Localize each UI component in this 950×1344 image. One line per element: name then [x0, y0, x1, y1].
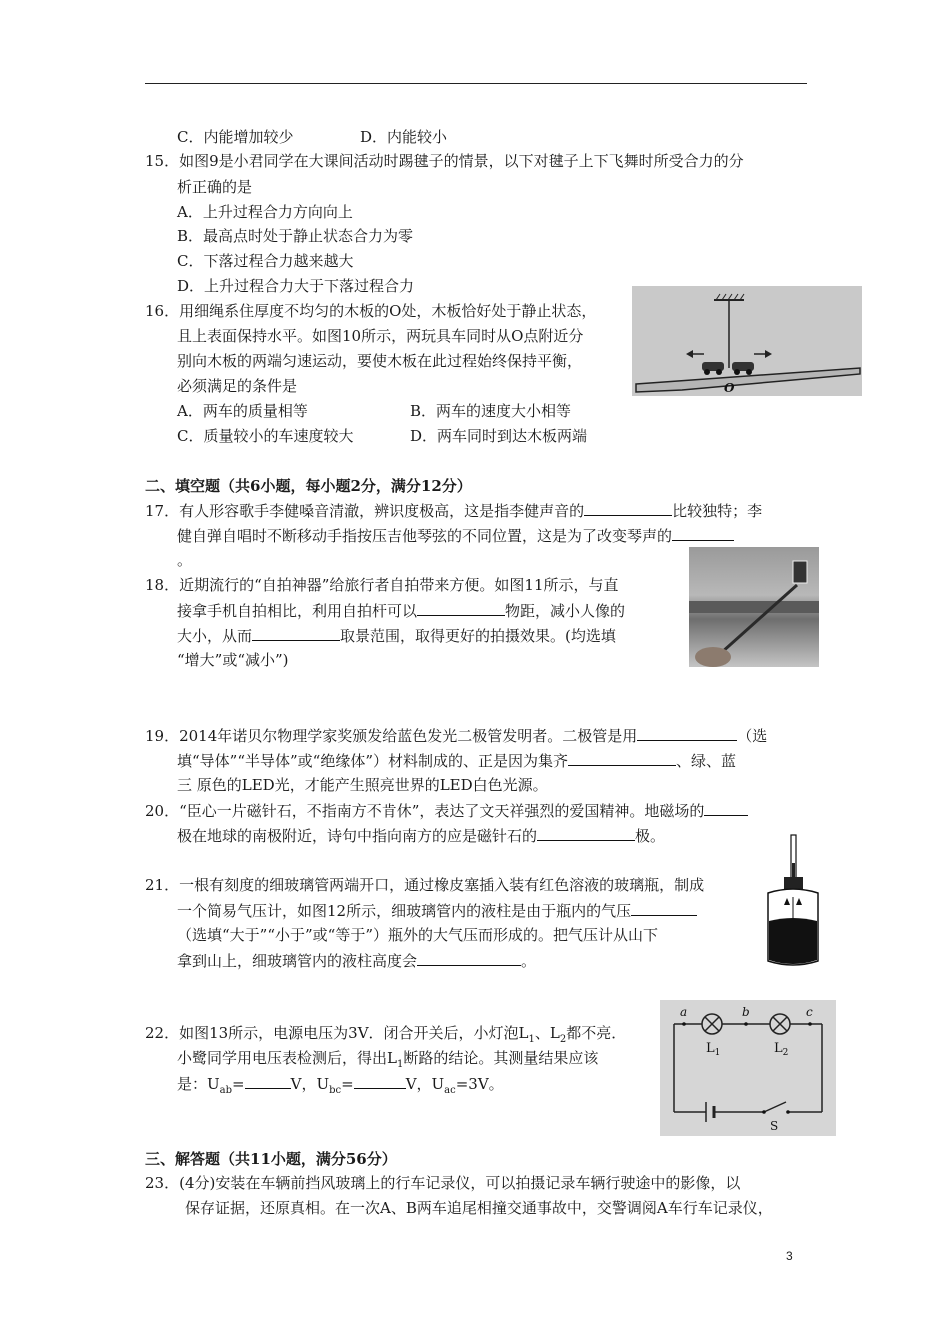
q15-stem-line1: 15．如图9是小君同学在大课间活动时踢毽子的情景，以下对毽子上下飞舞时所受合力的分 — [145, 152, 744, 170]
q15-option-c: C．下落过程合力越来越大 — [177, 252, 354, 270]
q16-option-d: D．两车同时到达木板两端 — [410, 427, 588, 445]
q16-option-a: A．两车的质量相等 — [177, 402, 308, 420]
q21-blank-2[interactable] — [417, 950, 521, 966]
q18-line2: 接拿手机自拍相比，利用自拍杆可以 物距，减小人像的 — [177, 602, 626, 620]
figure-13-label-l1-sub: 1 — [714, 1048, 721, 1058]
figure-13-label-l2-sub: 2 — [782, 1048, 789, 1058]
section-2-heading: 二、填空题（共6小题，每小题2分，满分12分） — [145, 477, 472, 495]
q20-blank-2[interactable] — [537, 825, 635, 841]
q15-option-a: A．上升过程合力方向向上 — [177, 203, 353, 221]
q16-stem-line3: 别向木板的两端匀速运动，要使木板在此过程始终保持平衡， — [177, 352, 583, 370]
page-number: 3 — [786, 1249, 793, 1263]
q21-line1: 21．一根有刻度的细玻璃管两端开口，通过橡皮塞插入装有红色溶液的玻璃瓶，制成 — [145, 876, 705, 894]
q15-stem-line2: 析正确的是 — [177, 178, 253, 196]
figure-13-label-s: S — [770, 1119, 779, 1133]
svg-text:L1 — [706, 1041, 720, 1058]
figure-13-label-a: a — [680, 1005, 688, 1019]
q23-line1: 23．(4分)安装在车辆前挡风玻璃上的行车记录仪，可以拍摄记录车辆行驶途中的影像，以 — [145, 1174, 741, 1192]
svg-text:L2 — [774, 1041, 788, 1058]
q18-line4: “增大”或“减小”) — [177, 651, 289, 669]
q16-stem-line1: 16．用细绳系住厚度不均匀的木板的O处，木板恰好处于静止状态， — [145, 302, 597, 320]
q21-blank-1[interactable] — [631, 900, 697, 916]
q18-line3: 大小，从而 取景范围，取得更好的拍摄效果。(均选填 — [177, 627, 616, 645]
q16-option-b: B．两车的速度大小相等 — [410, 402, 572, 420]
q22-line3: 是：$U_{ab}= V$，$U_{bc}= V$，$U_{ac}=3V$。 — [177, 1075, 504, 1096]
figure-10-label-o: O — [724, 381, 735, 395]
q19-blank-1[interactable] — [637, 725, 737, 741]
q18-line1: 18．近期流行的“自拍神器”给旅行者自拍带来方便。如图11所示，与直 — [145, 576, 619, 594]
q19-line1: 19．2014年诺贝尔物理学家奖颁发给蓝色发光二极管发明者。二极管是用 （选 — [145, 727, 768, 745]
q18-blank-1[interactable] — [417, 600, 505, 616]
figure-13-label-l1: L — [706, 1041, 715, 1056]
q20-line1: 20．“臣心一片磁针石，不指南方不肯休”，表达了文天祥强烈的爱国精神。地磁场的 — [145, 800, 748, 821]
q22-blank-uab[interactable] — [245, 1073, 291, 1089]
q17-line1: 17．有人形容歌手李健嗓音清澈，辨识度极高，这是指李健声音的 比较独特；李 — [145, 502, 763, 520]
section-3-heading: 三、解答题（共11小题，满分56分） — [145, 1150, 397, 1168]
q18-blank-2[interactable] — [252, 625, 340, 641]
q19-blank-2[interactable] — [568, 750, 676, 766]
header-rule — [145, 83, 807, 84]
figure-10-board — [632, 286, 862, 396]
q17-line3: 。 — [177, 551, 193, 569]
q19-line2: 填“导体”“半导体”或“绝缘体”）材料制成的、正是因为集齐 、绿、蓝 — [177, 752, 737, 770]
q16-option-c: C．质量较小的车速度较大 — [177, 427, 354, 445]
figure-13-label-b: b — [742, 1005, 750, 1019]
figure-13-circuit — [660, 1000, 836, 1136]
q20-line2: 极在地球的南极附近，诗句中指向南方的应是磁针石的 极。 — [177, 827, 666, 845]
q17-blank-2[interactable] — [672, 525, 734, 541]
q16-stem-line4: 必须满足的条件是 — [177, 377, 298, 395]
figure-11-selfie-stick-photo — [689, 547, 819, 667]
figure-13-label-l2: L — [774, 1041, 783, 1056]
q17-blank-1[interactable] — [584, 500, 672, 516]
q17-line2: 健自弹自唱时不断移动手指按压吉他琴弦的不同位置，这是为了改变琴声的 — [177, 525, 734, 546]
q20-blank-1[interactable] — [704, 800, 748, 816]
q22-line2: 小鹭同学用电压表检测后，得出$L_1$断路的结论。其测量结果应该 — [177, 1049, 599, 1070]
q22-line1: 22．如图13所示，电源电压为3V．闭合开关后，小灯泡$L_1$、$L_2$都不亮． — [145, 1024, 627, 1045]
q21-line2: 一个简易气压计，如图12所示，细玻璃管内的液柱是由于瓶内的气压 — [177, 900, 697, 921]
q21-line3: （选填“大于”“小于”或“等于”）瓶外的大气压而形成的。把气压计从山下 — [177, 926, 659, 944]
q21-line4: 拿到山上，细玻璃管内的液柱高度会 。 — [177, 952, 537, 970]
q19-line3: 三 原色的LED光，才能产生照亮世界的LED白色光源。 — [177, 776, 548, 794]
q22-blank-ubc[interactable] — [354, 1073, 406, 1089]
q15-option-d: D．上升过程合力大于下落过程合力 — [177, 277, 415, 295]
q23-line2: 保存证据，还原真相。在一次A、B两车追尾相撞交通事故中，交警调阅A车行车记录仪， — [185, 1199, 773, 1217]
q15-option-b: B．最高点时处于静止状态合力为零 — [177, 227, 414, 245]
figure-13-label-c: c — [806, 1005, 813, 1019]
q16-stem-line2: 且上表面保持水平。如图10所示，两玩具车同时从O点附近分 — [177, 327, 584, 345]
figure-12-barometer — [762, 833, 824, 971]
q14-option-d: D．内能较小 — [360, 128, 448, 146]
q14-option-c: C．内能增加较少 — [177, 128, 294, 146]
